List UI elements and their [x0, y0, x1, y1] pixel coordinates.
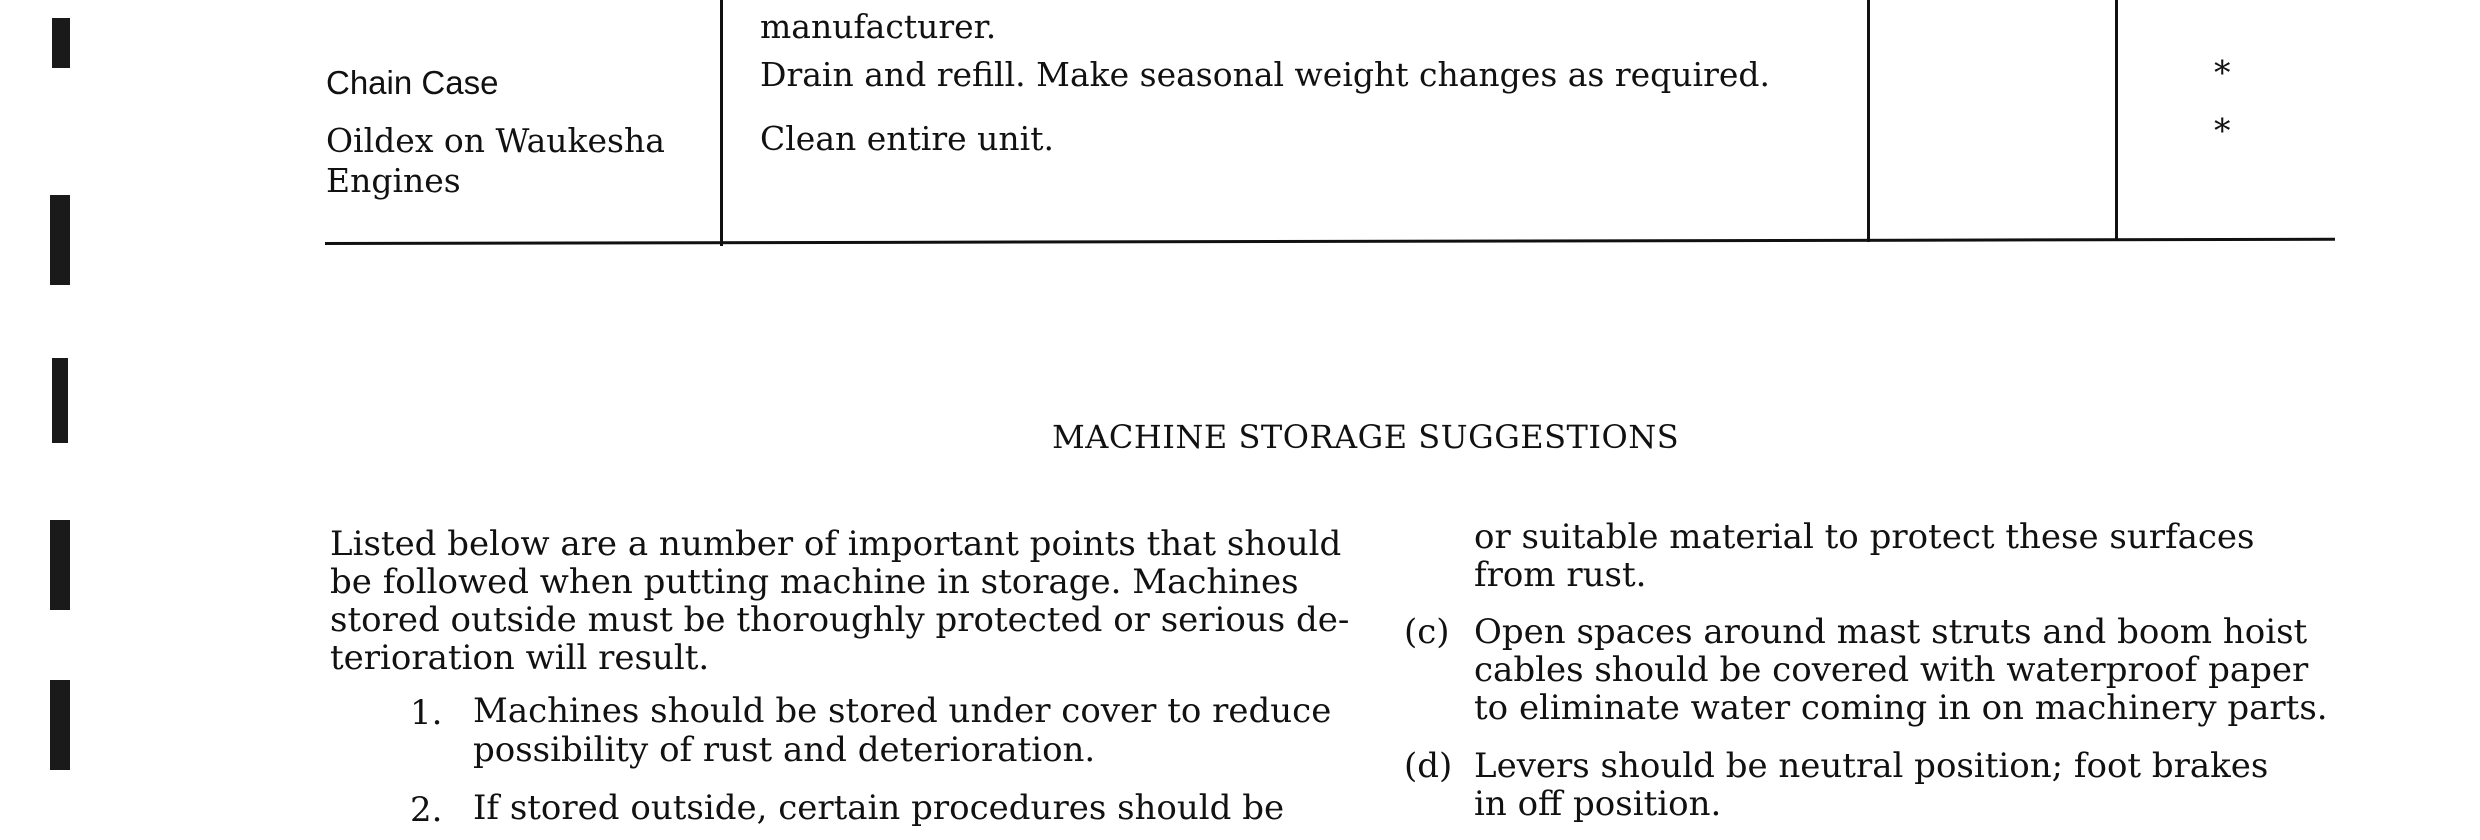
table-cell-item: Oildex on Waukesha [326, 121, 665, 160]
intro-line: be followed when putting machine in storage. Machines [330, 562, 1299, 602]
list-item-line: Machines should be stored under cover to reduce [473, 691, 1332, 731]
list-item-line: cables should be covered with waterproof paper [1474, 650, 2309, 690]
list-label: (c) [1404, 612, 1450, 652]
binding-mark [52, 358, 68, 443]
list-item-line: Open spaces around mast struts and boom hoist [1474, 612, 2308, 652]
table-cell-mark: * [2214, 111, 2231, 150]
table-cell-mark: * [2214, 53, 2231, 92]
table-cell-item: Engines [326, 161, 461, 200]
table-column-divider [1867, 0, 1870, 242]
table-column-divider [2115, 0, 2118, 240]
list-number: 2. [410, 790, 443, 830]
list-item-line: Levers should be neutral position; foot brakes [1474, 746, 2269, 786]
table-cell-item: Chain Case [326, 64, 499, 101]
table-bottom-rule [325, 238, 2335, 245]
list-label: (d) [1404, 746, 1453, 786]
continuation-line: or suitable material to protect these surfaces [1474, 517, 2255, 557]
table-cell-procedure: manufacturer. [760, 7, 997, 46]
binding-mark [50, 520, 70, 610]
list-number: 1. [410, 693, 443, 733]
table-cell-procedure: Clean entire unit. [760, 119, 1054, 158]
intro-line: stored outside must be thoroughly protected or serious de- [330, 600, 1350, 640]
section-title: MACHINE STORAGE SUGGESTIONS [1052, 418, 1680, 456]
binding-mark [50, 680, 70, 770]
table-cell-procedure: Drain and refill. Make seasonal weight changes as required. [760, 55, 1770, 94]
intro-line: Listed below are a number of important points that should [330, 524, 1342, 564]
intro-line: terioration will result. [330, 638, 710, 678]
list-item-line: If stored outside, certain procedures should be [473, 788, 1285, 828]
list-item-line: to eliminate water coming in on machinery parts. [1474, 688, 2328, 728]
table-column-divider [720, 0, 723, 246]
list-item-line: possibility of rust and deterioration. [473, 730, 1096, 770]
list-item-line: in off position. [1474, 784, 1722, 824]
continuation-line: from rust. [1474, 555, 1647, 595]
binding-mark [52, 18, 70, 68]
binding-mark [50, 195, 70, 285]
